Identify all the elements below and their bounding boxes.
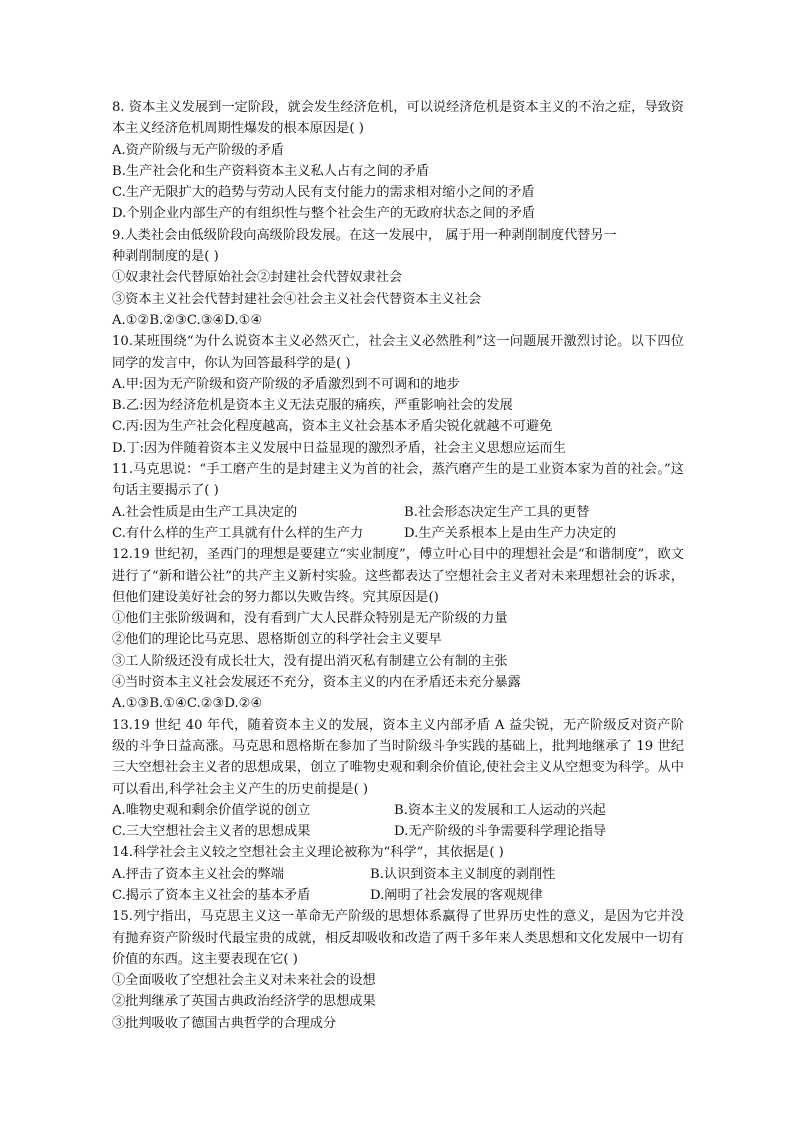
question-11-option-d: D.生产关系根本上是由生产力决定的 bbox=[404, 525, 617, 541]
question-9-item-2: ③资本主义社会代替封建社会④社会主义社会代替资本主义社会 bbox=[112, 291, 482, 307]
question-12-item-1: ①他们主张阶级调和，没有看到广大人民群众特别是无产阶级的力量 bbox=[112, 611, 508, 627]
question-11-stem: 11.马克思说：“手工磨产生的是封建主义为首的社会，蒸汽磨产生的是工业资本家为首的社会。”这句话主要揭示了( ) bbox=[112, 462, 684, 499]
question-15-stem: 15.列宁指出，马克思主义这一革命无产阶级的思想体系赢得了世界历史性的意义，是因为它并没有抛弃资产阶级时代最宝贵的成就，相反却吸收和改造了两千多年来人类思想和文化发展中一切有价值的东西。这主要表现在它( ) bbox=[112, 909, 684, 967]
question-8-option-c: C.生产无限扩大的趋势与劳动人民有支付能力的需求相对缩小之间的矛盾 bbox=[112, 185, 535, 201]
question-10-stem: 10.某班围绕“为什么说资本主义必然灭亡，社会主义必然胜利”这一问题展开激烈讨论。以下四位同学的发言中，你认为回答最科学的是( ) bbox=[112, 334, 684, 371]
question-13-options-row-1 bbox=[112, 800, 684, 821]
question-11-option-c: C.有什么样的生产工具就有什么样的生产力 bbox=[112, 525, 364, 541]
question-10-option-a: A.甲:因为无产阶级和资产阶级的矛盾激烈到不可调和的地步 bbox=[112, 376, 460, 392]
question-8 bbox=[112, 97, 684, 225]
question-14-options-row-1 bbox=[112, 864, 684, 885]
question-10 bbox=[112, 331, 684, 459]
question-15-item-1: ①全面吸收了空想社会主义对未来社会的设想 bbox=[112, 973, 376, 989]
question-8-stem: 8. 资本主义发展到一定阶段，就会发生经济危机，可以说经济危机是资本主义的不治之症，导致资本主义经济危机周期性爆发的根本原因是( ) bbox=[112, 100, 684, 137]
question-8-option-a: A.资产阶级与无产阶级的矛盾 bbox=[112, 142, 284, 158]
question-content bbox=[112, 97, 684, 1034]
question-8-option-b: B.生产社会化和生产资料资本主义私人占有之间的矛盾 bbox=[112, 163, 430, 179]
question-9-stem-line-2: 种剥削制度的是( ) bbox=[112, 249, 219, 265]
question-12-item-4: ④当时资本主义社会发展还不充分，资本主义的内在矛盾还未充分暴露 bbox=[112, 675, 521, 691]
question-11-option-a: A.社会性质是由生产工具决定的 bbox=[112, 504, 298, 520]
question-13-option-c: C.三大空想社会主义者的思想成果 bbox=[112, 824, 311, 840]
question-15-item-3: ③批判吸收了德国古典哲学的合理成分 bbox=[112, 1015, 337, 1031]
question-14-option-d: D.阐明了社会发展的客观规律 bbox=[370, 887, 543, 903]
question-12-stem: 12.19 世纪初，圣西门的理想是要建立“实业制度”，傅立叶心目中的理想社会是“和谐制度”，欧文进行了“新和谐公社”的共产主义新村实验。这些都表达了空想社会主义者对未来理想社会的诉求，但他们建设美好社会的努力都以失败告终。究其原因是() bbox=[112, 547, 684, 605]
question-12-item-2: ②他们的理论比马克思、恩格斯创立的科学社会主义要早 bbox=[112, 632, 442, 648]
question-15-item-2: ②批判继承了英国古典政治经济学的思想成果 bbox=[112, 994, 376, 1010]
question-13-option-d: D.无产阶级的斗争需要科学理论指导 bbox=[394, 824, 607, 840]
question-14-option-a: A.抨击了资本主义社会的弊端 bbox=[112, 866, 284, 882]
question-9-stem-line-1: 9.人类社会由低级阶段向高级阶段发展。在这一发展中， 属于用一种剥削制度代替另一 bbox=[112, 227, 617, 243]
question-14 bbox=[112, 842, 684, 906]
question-10-option-c: C.丙:因为生产社会化程度越高，资本主义社会基本矛盾尖锐化就越不可避免 bbox=[112, 419, 553, 435]
question-14-option-b: B.认识到资本主义制度的剥削性 bbox=[370, 866, 556, 882]
question-12-answers: A.①③B.①④C.②③D.②④ bbox=[112, 696, 263, 712]
question-10-option-d: D.丁:因为伴随着资本主义发展中日益显现的激烈矛盾，社会主义思想应运而生 bbox=[112, 440, 566, 456]
question-11-options-row-2 bbox=[112, 523, 684, 544]
question-11-options-row-1 bbox=[112, 502, 684, 523]
question-8-option-d: D.个别企业内部生产的有组织性与整个社会生产的无政府状态之间的矛盾 bbox=[112, 206, 536, 222]
question-13-option-b: B.资本主义的发展和工人运动的兴起 bbox=[394, 802, 606, 818]
question-11 bbox=[112, 459, 684, 544]
question-13 bbox=[112, 715, 684, 843]
question-13-stem: 13.19 世纪 40 年代，随着资本主义的发展，资本主义内部矛盾 A 益尖锐，无产阶级反对资产阶级的斗争日益高涨。马克思和恩格斯在参加了当时阶级斗争实践的基础上，批判地继承了 19 世纪三大空想社会主义者的思想成果，创立了唯物史观和剩余价值论,使社会主义从空想变为科学。从中可以看出,科学社会主义产生的历史前提是( ) bbox=[112, 717, 684, 797]
question-11-option-b: B.社会形态决定生产工具的更替 bbox=[404, 504, 590, 520]
question-13-option-a: A.唯物史观和剩余价值学说的创立 bbox=[112, 802, 311, 818]
question-12 bbox=[112, 544, 684, 714]
question-14-option-c: C.揭示了资本主义社会的基本矛盾 bbox=[112, 887, 311, 903]
question-14-options-row-2 bbox=[112, 885, 684, 906]
question-15 bbox=[112, 906, 684, 1034]
question-10-option-b: B.乙:因为经济危机是资本主义无法克服的痛疾，严重影响社会的发展 bbox=[112, 398, 513, 414]
question-9-item-1: ①奴隶社会代替原始社会②封建社会代替奴隶社会 bbox=[112, 270, 403, 286]
question-13-options-row-2 bbox=[112, 821, 684, 842]
question-14-stem: 14.科学社会主义较之空想社会主义理论被称为“科学”，其依据是( ) bbox=[112, 845, 504, 861]
question-9-answers: A.①②B.②③C.③④D.①④ bbox=[112, 312, 263, 328]
question-9 bbox=[112, 225, 684, 331]
question-12-item-3: ③工人阶级还没有成长壮大，没有提出消灭私有制建立公有制的主张 bbox=[112, 653, 508, 669]
